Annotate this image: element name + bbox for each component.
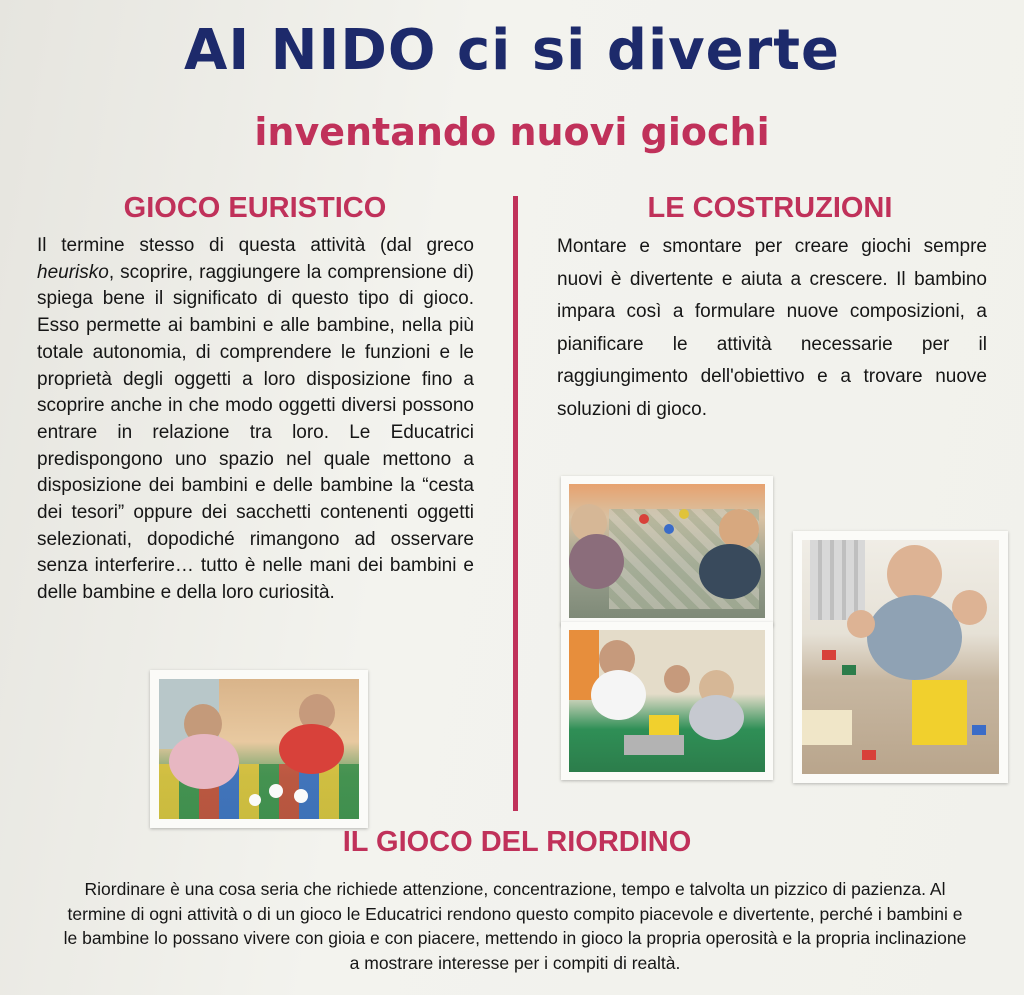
photo-building-mat: [561, 476, 773, 626]
photo-child-with-blocks: [793, 531, 1008, 783]
paragraph-part-2: , scoprire, raggiungere la comprensione di) spiega bene il significato di questo tipo di gioco. Esso permette ai bambini e alle bambine, nella più totale autonomia, di comprendere le funzioni e le proprietà degli oggetti a loro disposizione fino a scoprire anche in che modo oggetti diversi possono entrare in relazione tra loro. Le Educatrici predispongono uno spazio nel quale mettono a disposizione dei bambini e delle bambine la “cesta dei tesori” oppure dei sacchetti contenenti oggetti selezionati, dopodiché rimangono ad osservare senza interferire… tutto è nelle mani dei bambini e delle bambine e della loro curiosità.: [37, 261, 474, 604]
photo-heuristic-play: [150, 670, 368, 828]
photo-image: [159, 679, 359, 819]
photo-image: [569, 484, 765, 618]
poster-title: AI NIDO ci si diverte: [183, 18, 840, 83]
gioco-euristico-paragraph: [37, 233, 474, 607]
photo-duplo-table: [561, 622, 773, 780]
photo-image: [569, 630, 765, 772]
photo-image: [802, 540, 999, 774]
heading-gioco-del-riordino: IL GIOCO DEL RIORDINO: [342, 826, 692, 858]
le-costruzioni-paragraph: Montare e smontare per creare giochi sempre nuovi è divertente e aiuta a crescere. Il bambino impara così a formulare nuove composizioni, a pianificare le attività necessarie per il raggiungimento dell'obiettivo e a trovare nuove soluzioni di gioco.: [557, 236, 987, 420]
paragraph-part-1: Il termine stesso di questa attività (dal greco: [37, 235, 474, 256]
heading-le-costruzioni: LE COSTRUZIONI: [647, 192, 893, 224]
poster-subtitle: inventando nuovi giochi: [254, 110, 770, 154]
italic-word: heurisko: [37, 261, 109, 283]
gioco-del-riordino-paragraph: Riordinare è una cosa seria che richiede attenzione, concentrazione, tempo e talvolta un pizzico di pazienza. Al termine di ogni attività o di un gioco le Educatrici rendono questo compito piacevole e divertente, perché i bambini e le bambine lo possano vivere con gioia e con piacere, mettendo in gioco la propria operosità e la propria inclinazione a mostrare interesse per i compiti di realtà.: [63, 879, 967, 973]
vertical-divider: [513, 196, 518, 811]
heading-gioco-euristico: GIOCO EURISTICO: [123, 192, 387, 224]
